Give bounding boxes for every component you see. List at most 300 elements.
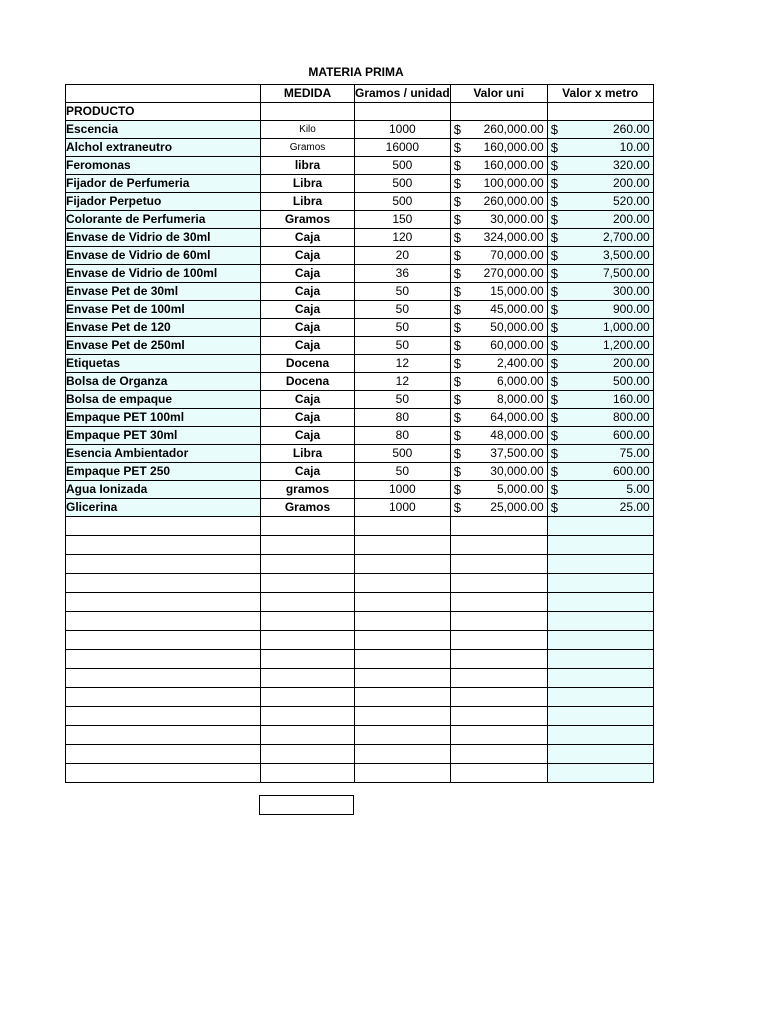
cell-gramos[interactable]: 500: [355, 157, 451, 175]
empty-cell[interactable]: [66, 745, 261, 764]
cell-valor-uni[interactable]: [450, 139, 547, 157]
empty-cell[interactable]: [261, 612, 355, 631]
table-row: [66, 391, 654, 409]
cell-valor-metro[interactable]: [547, 445, 653, 463]
amount-value: 37,500.00: [490, 446, 544, 460]
amount-value: 1,000.00: [602, 320, 650, 334]
cell-producto[interactable]: Empaque PET 30ml: [66, 427, 261, 445]
cell-gramos[interactable]: 80: [355, 409, 451, 427]
currency-symbol: $: [550, 428, 558, 443]
empty-cell[interactable]: [261, 764, 355, 783]
empty-cell[interactable]: [450, 745, 547, 764]
amount-value: 500.00: [612, 374, 650, 388]
empty-cell[interactable]: [450, 612, 547, 631]
currency-symbol: $: [453, 500, 461, 515]
amount-value: 300.00: [612, 284, 650, 298]
cell-producto[interactable]: Agua Ionizada: [66, 481, 261, 499]
cell-medida[interactable]: Docena: [261, 373, 355, 391]
cell-valor-metro[interactable]: [547, 463, 653, 481]
cell-valor-metro[interactable]: [547, 319, 653, 337]
cell-producto[interactable]: Envase Pet de 30ml: [66, 283, 261, 301]
table-row: [66, 229, 654, 247]
cell-medida[interactable]: Caja: [261, 319, 355, 337]
empty-cell[interactable]: [355, 745, 451, 764]
cell-producto[interactable]: Fijador Perpetuo: [66, 193, 261, 211]
empty-cell[interactable]: [66, 764, 261, 783]
currency-symbol: $: [550, 302, 558, 317]
empty-cell[interactable]: [66, 688, 261, 707]
empty-cell[interactable]: [547, 612, 653, 631]
cell-valor-metro[interactable]: [547, 211, 653, 229]
amount-value: 2,700.00: [602, 230, 650, 244]
amount-value: 520.00: [612, 194, 650, 208]
cell-medida[interactable]: Gramos: [261, 211, 355, 229]
cell-medida[interactable]: Docena: [261, 355, 355, 373]
amount-value: 8,000.00: [496, 392, 544, 406]
cell-gramos[interactable]: 50: [355, 283, 451, 301]
cell-valor-uni[interactable]: [450, 409, 547, 427]
cell-valor-uni[interactable]: [450, 157, 547, 175]
empty-cell[interactable]: [547, 555, 653, 574]
cell-valor-uni[interactable]: [450, 211, 547, 229]
empty-cell[interactable]: [261, 707, 355, 726]
currency-symbol: $: [453, 428, 461, 443]
empty-cell[interactable]: [261, 650, 355, 669]
cell-medida[interactable]: Caja: [261, 265, 355, 283]
currency-symbol: $: [550, 464, 558, 479]
empty-cell[interactable]: [355, 688, 451, 707]
cell-producto[interactable]: Colorante de Perfumeria: [66, 211, 261, 229]
cell-valor-metro[interactable]: [547, 427, 653, 445]
cell-medida[interactable]: libra: [261, 157, 355, 175]
empty-row: [66, 650, 654, 669]
amount-value: 3,500.00: [602, 248, 650, 262]
cell-producto[interactable]: Empaque PET 250: [66, 463, 261, 481]
cell-valor-metro[interactable]: [547, 499, 653, 517]
cell-medida[interactable]: Caja: [261, 229, 355, 247]
amount-value: 160.00: [612, 392, 650, 406]
table-row: [66, 139, 654, 157]
amount-value: 10.00: [619, 140, 650, 154]
empty-cell[interactable]: [547, 688, 653, 707]
cell-medida[interactable]: Gramos: [261, 499, 355, 517]
empty-cell[interactable]: [355, 574, 451, 593]
cell-valor-uni[interactable]: [450, 265, 547, 283]
header-cell-gramos: Gramos / unidad: [355, 85, 451, 103]
amount-value: 1,200.00: [602, 338, 650, 352]
cell-valor-uni[interactable]: [450, 247, 547, 265]
amount-value: 100,000.00: [483, 176, 544, 190]
empty-cell[interactable]: [450, 688, 547, 707]
empty-cell[interactable]: [261, 593, 355, 612]
header-cell-medida: MEDIDA: [261, 85, 355, 103]
cell-producto[interactable]: Envase Pet de 120: [66, 319, 261, 337]
cell-gramos[interactable]: 16000: [355, 139, 451, 157]
empty-row: [66, 593, 654, 612]
cell-valor-uni[interactable]: [450, 319, 547, 337]
amount-value: 260.00: [612, 122, 650, 136]
empty-cell[interactable]: [355, 612, 451, 631]
empty-cell[interactable]: [261, 669, 355, 688]
cell-medida[interactable]: Caja: [261, 283, 355, 301]
cell-valor-uni[interactable]: [450, 355, 547, 373]
cell-valor-uni[interactable]: [450, 499, 547, 517]
currency-symbol: $: [453, 320, 461, 335]
currency-symbol: $: [550, 266, 558, 281]
table-row: [66, 373, 654, 391]
cell-medida[interactable]: Libra: [261, 445, 355, 463]
empty-cell[interactable]: [261, 745, 355, 764]
empty-row: [66, 764, 654, 783]
table-row: [66, 301, 654, 319]
amount-value: 45,000.00: [490, 302, 544, 316]
table-row: [66, 445, 654, 463]
empty-cell: [261, 103, 355, 121]
empty-cell[interactable]: [355, 631, 451, 650]
header-cell-valor-uni: Valor uni: [450, 85, 547, 103]
amount-value: 70,000.00: [490, 248, 544, 262]
cell-valor-metro[interactable]: [547, 409, 653, 427]
currency-symbol: $: [453, 158, 461, 173]
currency-symbol: $: [550, 446, 558, 461]
amount-value: 30,000.00: [490, 212, 544, 226]
currency-symbol: $: [550, 500, 558, 515]
currency-symbol: $: [453, 374, 461, 389]
empty-cell[interactable]: [66, 593, 261, 612]
empty-cell[interactable]: [355, 536, 451, 555]
currency-symbol: $: [453, 284, 461, 299]
empty-cell[interactable]: [450, 517, 547, 536]
empty-cell[interactable]: [66, 669, 261, 688]
empty-cell[interactable]: [66, 574, 261, 593]
empty-cell[interactable]: [547, 574, 653, 593]
table-row: [66, 175, 654, 193]
amount-value: 260,000.00: [483, 122, 544, 136]
amount-value: 5.00: [626, 482, 650, 496]
amount-value: 6,000.00: [496, 374, 544, 388]
currency-symbol: $: [550, 320, 558, 335]
cell-valor-uni[interactable]: [450, 481, 547, 499]
empty-cell[interactable]: [547, 707, 653, 726]
cell-valor-uni[interactable]: [450, 427, 547, 445]
cell-valor-metro[interactable]: [547, 391, 653, 409]
table-row: [66, 427, 654, 445]
currency-symbol: $: [550, 194, 558, 209]
empty-cell[interactable]: [66, 707, 261, 726]
cell-producto[interactable]: Bolsa de empaque: [66, 391, 261, 409]
currency-symbol: $: [453, 140, 461, 155]
amount-value: 200.00: [612, 356, 650, 370]
cell-valor-uni[interactable]: [450, 391, 547, 409]
empty-cell[interactable]: [547, 536, 653, 555]
cell-valor-metro[interactable]: [547, 157, 653, 175]
amount-value: 60,000.00: [490, 338, 544, 352]
cell-valor-uni[interactable]: [450, 175, 547, 193]
cell-producto[interactable]: Envase Pet de 250ml: [66, 337, 261, 355]
cell-gramos[interactable]: 120: [355, 229, 451, 247]
amount-value: 260,000.00: [483, 194, 544, 208]
cell-medida[interactable]: Kilo: [261, 121, 355, 139]
cell-valor-metro[interactable]: [547, 481, 653, 499]
cell-gramos[interactable]: 20: [355, 247, 451, 265]
currency-symbol: $: [453, 464, 461, 479]
currency-symbol: $: [550, 410, 558, 425]
cell-valor-metro[interactable]: [547, 139, 653, 157]
header-row: [66, 85, 654, 103]
cell-gramos[interactable]: 1000: [355, 121, 451, 139]
cell-valor-uni[interactable]: [450, 337, 547, 355]
empty-cell[interactable]: [547, 764, 653, 783]
amount-value: 64,000.00: [490, 410, 544, 424]
amount-value: 200.00: [612, 212, 650, 226]
header-cell-valor-metro: Valor x metro: [547, 85, 653, 103]
cell-medida[interactable]: Libra: [261, 175, 355, 193]
empty-cell[interactable]: [66, 650, 261, 669]
amount-value: 600.00: [612, 428, 650, 442]
cell-producto[interactable]: Bolsa de Organza: [66, 373, 261, 391]
currency-symbol: $: [453, 194, 461, 209]
cell-valor-uni[interactable]: [450, 193, 547, 211]
cell-valor-metro[interactable]: [547, 247, 653, 265]
table-row: [66, 337, 654, 355]
cell-medida[interactable]: Caja: [261, 409, 355, 427]
currency-symbol: $: [550, 482, 558, 497]
cell-medida[interactable]: Caja: [261, 247, 355, 265]
empty-cell[interactable]: [66, 536, 261, 555]
cell-valor-metro[interactable]: [547, 121, 653, 139]
empty-cell[interactable]: [261, 574, 355, 593]
empty-row: [66, 517, 654, 536]
empty-cell[interactable]: [261, 631, 355, 650]
currency-symbol: $: [453, 176, 461, 191]
currency-symbol: $: [453, 410, 461, 425]
empty-cell[interactable]: [547, 745, 653, 764]
cell-gramos[interactable]: 500: [355, 193, 451, 211]
amount-value: 7,500.00: [602, 266, 650, 280]
empty-cell: [355, 103, 451, 121]
cell-gramos[interactable]: 50: [355, 301, 451, 319]
cell-gramos[interactable]: 150: [355, 211, 451, 229]
empty-cell[interactable]: [450, 574, 547, 593]
empty-cell[interactable]: [355, 764, 451, 783]
currency-symbol: $: [453, 302, 461, 317]
empty-cell[interactable]: [66, 631, 261, 650]
cell-gramos[interactable]: 500: [355, 445, 451, 463]
empty-cell[interactable]: [261, 555, 355, 574]
cell-medida[interactable]: Caja: [261, 463, 355, 481]
cell-gramos[interactable]: 50: [355, 337, 451, 355]
cell-gramos[interactable]: 500: [355, 175, 451, 193]
table-row: [66, 247, 654, 265]
empty-row: [66, 707, 654, 726]
cell-medida[interactable]: gramos: [261, 481, 355, 499]
empty-cell[interactable]: [355, 650, 451, 669]
empty-cell[interactable]: [355, 726, 451, 745]
empty-cell[interactable]: [355, 555, 451, 574]
cell-valor-uni[interactable]: [450, 283, 547, 301]
cell-valor-metro[interactable]: [547, 229, 653, 247]
currency-symbol: $: [550, 212, 558, 227]
empty-cell[interactable]: [66, 517, 261, 536]
empty-cell[interactable]: [66, 726, 261, 745]
cell-gramos[interactable]: 50: [355, 463, 451, 481]
amount-value: 320.00: [612, 158, 650, 172]
cell-producto[interactable]: Empaque PET 100ml: [66, 409, 261, 427]
cell-valor-metro[interactable]: [547, 283, 653, 301]
empty-cell[interactable]: [547, 593, 653, 612]
cell-valor-uni[interactable]: [450, 463, 547, 481]
cell-medida[interactable]: Caja: [261, 391, 355, 409]
empty-cell[interactable]: [261, 536, 355, 555]
cell-gramos[interactable]: 50: [355, 391, 451, 409]
header-cell-producto: [66, 85, 261, 103]
currency-symbol: $: [453, 248, 461, 263]
cell-gramos[interactable]: 1000: [355, 481, 451, 499]
cell-medida[interactable]: Libra: [261, 193, 355, 211]
cell-gramos[interactable]: 12: [355, 355, 451, 373]
empty-cell[interactable]: [450, 764, 547, 783]
currency-symbol: $: [453, 266, 461, 281]
sheet-title: MATERIA PRIMA: [308, 65, 404, 79]
currency-symbol: $: [453, 356, 461, 371]
empty-cell[interactable]: [547, 726, 653, 745]
cell-valor-metro[interactable]: [547, 301, 653, 319]
empty-cell[interactable]: [355, 517, 451, 536]
empty-cell[interactable]: [261, 726, 355, 745]
amount-value: 50,000.00: [490, 320, 544, 334]
empty-cell[interactable]: [66, 555, 261, 574]
empty-row: [66, 745, 654, 764]
empty-cell[interactable]: [547, 650, 653, 669]
empty-cell[interactable]: [355, 669, 451, 688]
amount-value: 2,400.00: [496, 356, 544, 370]
amount-value: 270,000.00: [483, 266, 544, 280]
cell-valor-metro[interactable]: [547, 265, 653, 283]
empty-cell[interactable]: [450, 631, 547, 650]
cell-valor-uni[interactable]: [450, 445, 547, 463]
cell-medida[interactable]: Caja: [261, 301, 355, 319]
amount-value: 900.00: [612, 302, 650, 316]
table-row: [66, 481, 654, 499]
cell-gramos[interactable]: 50: [355, 319, 451, 337]
empty-cell[interactable]: [547, 517, 653, 536]
empty-row: [66, 726, 654, 745]
amount-value: 25,000.00: [490, 500, 544, 514]
table-row: [66, 157, 654, 175]
amount-value: 25.00: [619, 500, 650, 514]
cell-producto[interactable]: Envase de Vidrio de 30ml: [66, 229, 261, 247]
empty-row: [66, 688, 654, 707]
amount-value: 800.00: [612, 410, 650, 424]
amount-value: 160,000.00: [483, 140, 544, 154]
cell-gramos[interactable]: 36: [355, 265, 451, 283]
empty-cell[interactable]: [66, 612, 261, 631]
currency-symbol: $: [453, 482, 461, 497]
currency-symbol: $: [453, 392, 461, 407]
cell-valor-metro[interactable]: [547, 175, 653, 193]
materia-prima-table: [65, 84, 654, 783]
cell-producto[interactable]: Esencia Ambientador: [66, 445, 261, 463]
table-row: [66, 265, 654, 283]
empty-row: [66, 536, 654, 555]
cell-producto[interactable]: Alchol extraneutro: [66, 139, 261, 157]
cell-producto[interactable]: Escencia: [66, 121, 261, 139]
empty-cell[interactable]: [261, 517, 355, 536]
currency-symbol: $: [550, 374, 558, 389]
table-row: [66, 463, 654, 481]
cell-medida[interactable]: Caja: [261, 427, 355, 445]
cell-producto[interactable]: Etiquetas: [66, 355, 261, 373]
empty-cell[interactable]: [450, 555, 547, 574]
empty-cell[interactable]: [355, 593, 451, 612]
table-row: [66, 211, 654, 229]
empty-cell[interactable]: [355, 707, 451, 726]
cell-valor-uni[interactable]: [450, 301, 547, 319]
cell-producto[interactable]: Glicerina: [66, 499, 261, 517]
empty-cell[interactable]: [450, 650, 547, 669]
empty-row: [66, 555, 654, 574]
amount-value: 30,000.00: [490, 464, 544, 478]
cell-valor-uni[interactable]: [450, 229, 547, 247]
currency-symbol: $: [550, 338, 558, 353]
cell-producto[interactable]: Feromonas: [66, 157, 261, 175]
cell-medida[interactable]: Gramos: [261, 139, 355, 157]
cell-gramos[interactable]: 1000: [355, 499, 451, 517]
empty-cell: [450, 103, 547, 121]
cell-producto[interactable]: Envase de Vidrio de 60ml: [66, 247, 261, 265]
table-row: [66, 355, 654, 373]
producto-label: PRODUCTO: [66, 103, 261, 121]
currency-symbol: $: [453, 212, 461, 227]
currency-symbol: $: [453, 122, 461, 137]
currency-symbol: $: [550, 284, 558, 299]
cell-producto[interactable]: Fijador de Perfumeria: [66, 175, 261, 193]
amount-value: 200.00: [612, 176, 650, 190]
table-row: [66, 121, 654, 139]
cell-valor-uni[interactable]: [450, 373, 547, 391]
cell-valor-metro[interactable]: [547, 337, 653, 355]
cell-medida[interactable]: Caja: [261, 337, 355, 355]
empty-cell: [547, 103, 653, 121]
cell-valor-metro[interactable]: [547, 373, 653, 391]
empty-cell[interactable]: [547, 631, 653, 650]
empty-cell[interactable]: [450, 707, 547, 726]
table-row: [66, 319, 654, 337]
empty-cell[interactable]: [547, 669, 653, 688]
empty-cell[interactable]: [450, 593, 547, 612]
empty-row: [66, 631, 654, 650]
cell-producto[interactable]: Envase de Vidrio de 100ml: [66, 265, 261, 283]
empty-cell[interactable]: [450, 536, 547, 555]
cell-gramos[interactable]: 80: [355, 427, 451, 445]
empty-cell[interactable]: [450, 726, 547, 745]
extra-empty-cell: [259, 795, 354, 815]
cell-valor-metro[interactable]: [547, 355, 653, 373]
empty-cell[interactable]: [450, 669, 547, 688]
amount-value: 5,000.00: [496, 482, 544, 496]
cell-valor-uni[interactable]: [450, 121, 547, 139]
cell-gramos[interactable]: 12: [355, 373, 451, 391]
table-row: [66, 499, 654, 517]
currency-symbol: $: [453, 338, 461, 353]
currency-symbol: $: [550, 176, 558, 191]
amount-value: 600.00: [612, 464, 650, 478]
cell-producto[interactable]: Envase Pet de 100ml: [66, 301, 261, 319]
table-row: [66, 283, 654, 301]
empty-row: [66, 612, 654, 631]
empty-cell[interactable]: [261, 688, 355, 707]
cell-valor-metro[interactable]: [547, 193, 653, 211]
